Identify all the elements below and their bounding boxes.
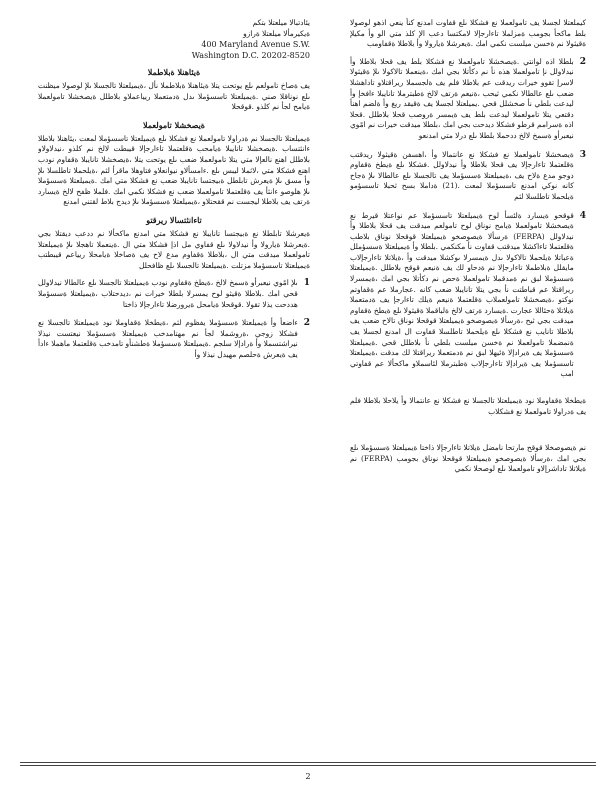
item-number: 1 bbox=[303, 278, 310, 289]
list-item bbox=[350, 57, 586, 142]
list-item bbox=[350, 211, 586, 381]
address-block bbox=[38, 18, 310, 61]
item-number: 3 bbox=[579, 149, 586, 160]
left-column bbox=[38, 18, 310, 758]
item-text: بلطلا اذه لوانتي .ةيصخشلا تامولعملا نع فشكلا بلط يف قحلا بلاطلا وأ نيدلاولل نإ تامولعملا هذه نأ نم دكأتلا بجي امك ،ةينعملا تالاكولا ىلإ ةقيثولا لاسرإ تقوو خيرات ريدقت عم بلاطلا فلم يف ةلجسملا ريراقتلاو تاداهشلا ضعب ىلع عالطالا نكمي ثيحب ،ةنيعم ةرتف لالخ ةطبترملا تانايبلا ءافخإ وأ ليدعت بلطي نأ صخشلل قحي .يميلعتلا لجسلا يف ةقيقد ريغ وأ ةلضم اهنأ دقتعي يتلا تامولعملا ليدعت بلط يف ةيمسر ةروصب قحلا بلاطلل .قحلا اذه ةسرامم قرطو فشكلا ديدحت بجي امك ،بلطلا ميدقت خيرات نم امًوي نيعبرأو ةسمخ لالخ ددحملا بلطلا ىلع درلا متي امدنعو bbox=[350, 56, 574, 140]
address-line-en: 400 Maryland Avenue S.W. bbox=[201, 40, 310, 49]
section-paragraph: ةيعرشلا تابلطلا نع ةبيجتسا تانايبلا نع فشكلا متي امدنع ماكحألا نم ددعب ديقتلا بجي .ةيعرشلا ةيارولا وأ نيدلاولا ىلع قفاوي مل اذإ فشكلا متي ال .ةينعملا تاهجلا ىلإ ةيميلعتلا تامولعملا ميدقت متي ال ،بلاطلا ةقفاوم مدع لاح يف ةصاخلا ةيامحلا ريياعم قيبطتب ةيميلعتلا تاسسؤملا مزتلت .ةيميلعتلا تالجسلا ىلع ظافحلل bbox=[38, 228, 310, 270]
address-line-ar: يئادتبالا ميلعتلا بتكم bbox=[252, 18, 310, 27]
address-line-en: Washington D.C. 20202-8520 bbox=[191, 51, 310, 60]
item-text: ءاضعأ وأ ةيميلعتلا ةسسؤملا يفظوم لثم ،ةيطخلا ةقفاوملا نود ةيميلعتلا تالجسلا نع فشكلا زوجي ،ةروشملا لجأ نم مهتامدخب ةيميلعتلا ةسسؤملا نيعتست نيذلا نيراشتسملا وأ ةرادإلا سلجم .ةيميلعتلا ةسسؤملا ةطشنأو تامدخب ةقلعتملا ماهملا ءادأ يف ةيعرش ةحلصم مهيدل نيذلا وأ bbox=[38, 318, 298, 359]
item-number: 4 bbox=[579, 210, 586, 221]
intro-paragraph bbox=[350, 18, 586, 50]
footer-rule bbox=[20, 765, 596, 766]
address-line-ar: ةيكيرمألا ميلعتلا ةرازو bbox=[243, 28, 310, 38]
section-paragraph: يف ةصاخ تامولعم ىلع يوتحت يتلا ةيئاهنلا ةبلاطملا نأل ،ةيميلعتلا تالجسلا ىلإ لوصولا ميظنت ىلع نوناقلا صني .ةيميلعتلا تاسسؤملا ىدل ةدمتعملا ريياعملاو بلاطلل ةيصخشلا تامولعملا ةيامح لجأ نم كلذو .قوقحلا bbox=[38, 81, 310, 112]
intro-line: كيملعتلا لجسلا يف تامولعملا نع فشكلا ىلع قفاوت امدنع كنأ ينعي اذهو bbox=[373, 18, 586, 27]
section-paragraph: ةيميلعتلا تالجسلا نم ةدراولا تامولعملا نع فشكلا ىلع ةيميلعتلا تاسسؤملا لمعت ،يئاهنلا بلاطلا ءانثتساب .ةيصخشلا تانايبلا ةيامحب ةقلعتملا تاءارجإلا قيبطت لالخ نم كلذو ،نيدلاولاو بلاطلل اهنع نالعإلا متي يتلا تامولعملا ضعب ىلع يوتحت يتلا ،ةيصخشلا تانايبلا ةقفاوم نودب اهنع فشكلا متي ،لاثملا ليبس ىلع .ءامسألاو نيوانعلاو فتاوهلا ماقرأ لثم ،ةيلحملا تاطلسلا ىلإ وأ مسق ىلإ ةيعرش تابلطل ةبيجتسا تانايبلا ضعب نع فشكلا متي امك .ةيميلعتلا ةسسؤملا ىلإ هلوصو ءانثأ يف ةقلعتملا تامولعملا ضعب نع فشكلا نكمي امك .فلملا ظفح لالخ ةيسارد ةرتف يف بلاطلا ليجست نم ققحتلاو ،ةيميلعتلا ةسسؤملا ىلإ ديدج بلاط لقتني امدنع bbox=[38, 133, 310, 207]
section-heading: ةيصخشلا تامولعملا bbox=[143, 119, 205, 130]
item-text: قوقحو ةيسارد ةلئسأ لوح ةيميلعتلا تاسسؤملا عم نواعتلا قيرط نع ةيصخشلا تامولعملا ةيامح نوناق لوح تامولعم ميدقت يف قحلا بلاطلا وأ نيدلاولل (FERPA) ةرسألا ةيصوصخو ةيميلعتلا قوقحلا نوناق بلاطب ةقلعتملا تاءاكشلا ميدقتب قفاوت نأ مكنكمي .بلطلا وأ ةيميلعتلا ةسسؤملل ةعباتلا ةيلحملا تالاكولا ىدل ةيمسرلا ىوكشلا ميدقت وأ ،ةيلاتلا تاءارجإلاب مايقلل ةبلاطملا تاءارجإلا نم ةدحاو لك يف ةنيعم قوقح بلاطلل .ةيميلعتلا ةسسؤملا لبق نم ةمدقملا تامولعملا ةحص نم دكأتلا بجي امك ،ةيمسرلا ريراقتلا عم قباطتت نأ بجي يتلا تانايبلا ضعب كانه .عجارملا عم ةقفاوتم نوكتو ،ةيصخشلا تامولعملاب ةقلعتملا ةنيعم ةيلك تاءارجإ يف ةدمتعملا ةيلاتلا ةحئاللا عجارت .ةيسارد ةرتف لالخ ةلباقملا ةقيثولا ىلع ةيطخ ةقفاوم ميدقت بجي ثيح ،ةرسألا ةيصوصخو ةيميلعتلا قوقحلا نوناق تالاح ضعب يف بلاطلا تانايب نع فشكلا ىلع ةيلحملا تاطلسلا قفاوت ال امدنع لجسلا يف ةنمضملا تامولعملا نم ةخسن ميلست بلطي نأ بلاطلل قحي .ةيميلعتلا ةسسؤملا يف ةيرادإلا ةئيهلا لبق نم ةدمتعملا ريراقتلا لك مدقت ،ةيميلعتلا تاسسؤملا يف ةيرادإلا تاءارجإلاب ةطبترملا لئاسملاو ماكحألا عم قفاوتي امب bbox=[350, 210, 574, 379]
footer-rule bbox=[20, 762, 596, 763]
list-item bbox=[38, 278, 310, 310]
document-page bbox=[38, 18, 586, 778]
intro-line: وأ مكيلإ ةقيثولا نم ةخسن ميلست نكمي امك .ةيعرشلا ةيارولا وأ بلاطلا ةقفاومب bbox=[350, 28, 586, 49]
item-number: 2 bbox=[579, 56, 586, 67]
item-number: 2 bbox=[303, 318, 310, 329]
item-text: ةيصخشلا تامولعملا نع فشكلا نع عانتمالا وأ ،اهسفن ةقيثولا ريدقتب ةقلعتملا تاءارجإلا يف قحلا بلاطلا وأ نيدلاولل .فشكلا ىلع ةيطخ ةقفاوم دوجو مدع ةلاح يف ،ةيميلعتلا ةسسؤملا يف تالجسلا ىلع عالطالا ىلإ ةجاح كانه نوكي امدنع تاسسؤملا لمعت .(21) ةداملا بسح ثحبلا تاسسؤمو ةيلحملا تاطلسلا لثم bbox=[350, 149, 574, 201]
section-heading: تاءانثتسالا ريرقتو bbox=[146, 214, 202, 225]
list-item bbox=[38, 318, 310, 360]
section-heading: ةيئاهنلا ةبلاطملا bbox=[147, 67, 201, 77]
page-number: 2 bbox=[305, 772, 311, 781]
bottom-note: نم ةيصوصخلا قوقح مارتحا نامضل ةيلاتلا تاءارجإلا ذاختا ةيميلعتلا ةسسؤملا ىلع بجي امك ،ةرسألا ةيصوصخو ةيميلعتلا قوقحلا نوناق بجومب (FERPA) نم ةيلاتلا تاداشرإلاو تامولعملا ىلع لوصحلا نكمي bbox=[350, 443, 586, 474]
mid-note: ةيطخلا ةقفاوملا نود ةيميلعتلا تالجسلا نع فشكلا نع عانتمالا وأ يلاحلا بلاطلا فلم يف ةدراولا تامولعملا نع فشكلاب bbox=[350, 396, 586, 416]
list-item bbox=[350, 150, 586, 203]
intro-line: لوصولا بلط ماكحأ بجومب ةمزلملا تاءارجإلا لامكتسا دعب الإ كلذ متي الو bbox=[350, 18, 586, 38]
item-text: ىلإ امًوي نيعبرأو ةسمخ لالخ ،ةيطخ ةقفاوم نودب ةيميلعتلا تالجسلا ىلع عالطالا نيدلاولل قحي امك .بلاطلا ةقيثو لوح يمسرلا بلطلا خيرات نم ،ديدحتلاب ،ةيميلعتلا ةسسؤملا هددحت يذلا تقولا .قوقحلا ةيامحل ةيرورضلا تاءارجإلا ذاختا bbox=[38, 278, 298, 309]
right-column bbox=[350, 18, 586, 758]
